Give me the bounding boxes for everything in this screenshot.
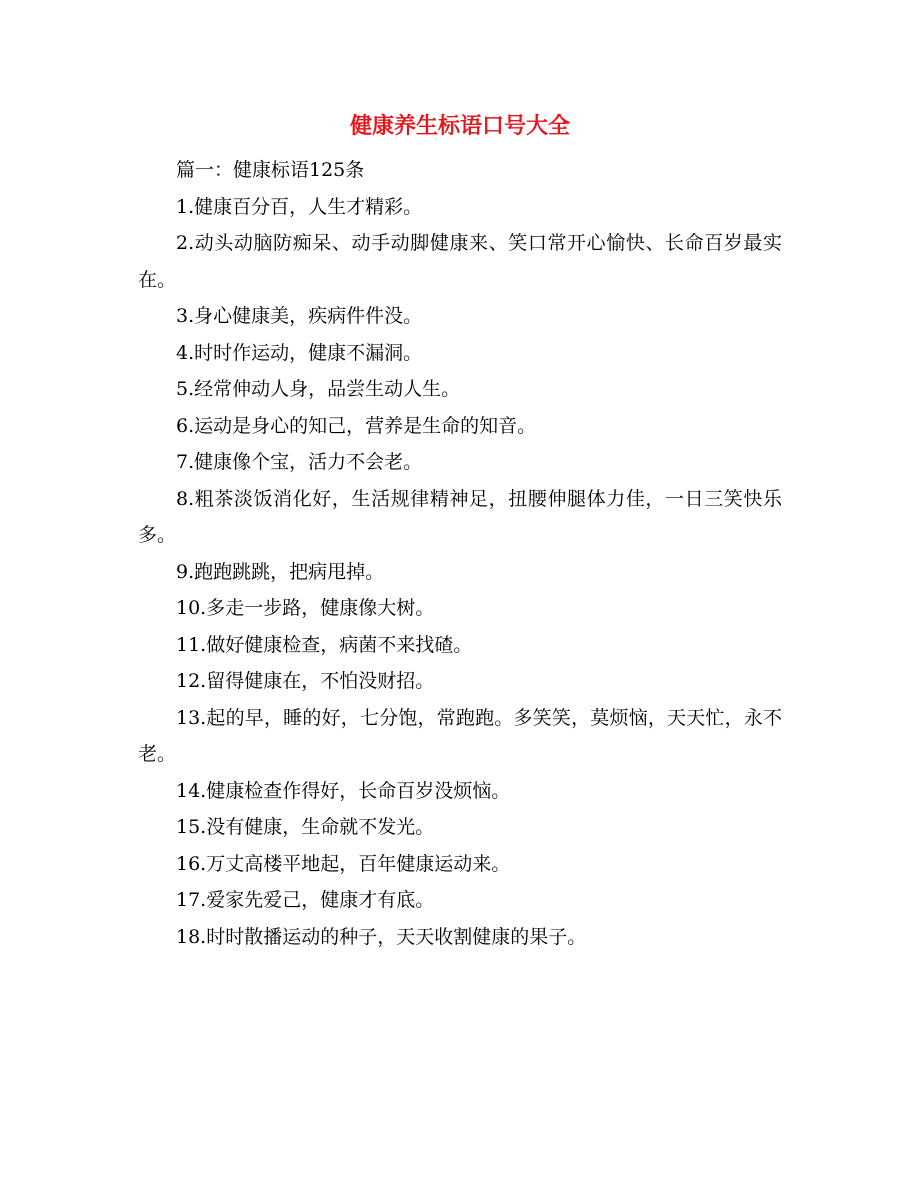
section-heading: 篇一：健康标语125条 [176,159,365,181]
slogan-item: 6.运动是身心的知己，营养是生命的知音。 [176,414,537,437]
slogan-item: 16.万丈高楼平地起，百年健康运动来。 [176,852,511,875]
document-body [138,152,782,955]
slogan-item: 15.没有健康，生命就不发光。 [176,816,435,838]
slogan-item: 4.时时作运动，健康不漏洞。 [176,341,423,364]
slogan-item: 11.做好健康检查，病菌不来找碴。 [176,633,473,656]
slogan-item: 5.经常伸动人身，品尝生动人生。 [176,378,461,400]
slogan-item: 7.健康像个宝，活力不会老。 [176,451,423,473]
slogan-item: 3.身心健康美，疾病件件没。 [176,305,423,327]
document-title: 健康养生标语口号大全 [349,113,570,139]
slogan-item: 13.起的早，睡的好，七分饱，常跑跑。多笑笑，莫烦恼，天天忙，永不老。 [138,706,782,765]
slogan-item: 8.粗茶淡饭消化好，生活规律精神足，扭腰伸腿体力佳，一日三笑快乐多。 [138,487,782,546]
slogan-item: 17.爱家先爱己，健康才有底。 [176,889,435,911]
slogan-item: 10.多走一步路，健康像大树。 [176,597,435,619]
slogan-item: 18.时时散播运动的种子，天天收割健康的果子。 [176,925,587,948]
slogan-item: 14.健康检查作得好，长命百岁没烦恼。 [176,779,511,802]
slogan-item: 2.动头动脑防痴呆、动手动脚健康来、笑口常开心愉快、长命百岁最实在。 [138,232,782,291]
slogan-item: 9.跑跑跳跳，把病甩掉。 [176,560,385,583]
slogan-item: 12.留得健康在，不怕没财招。 [176,670,435,692]
slogan-item: 1.健康百分百，人生才精彩。 [176,195,423,218]
